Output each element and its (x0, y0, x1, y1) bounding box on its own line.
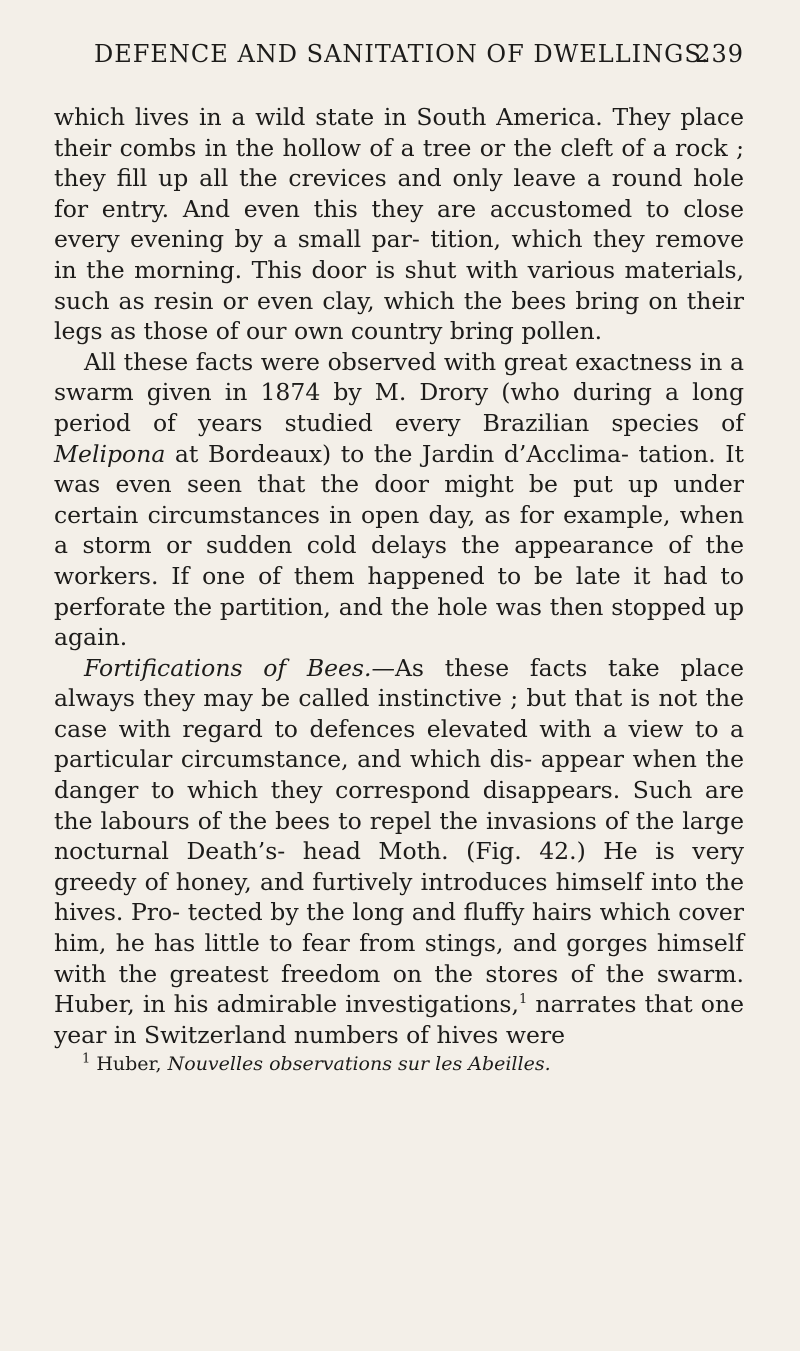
footnote-author: Huber, (96, 1053, 168, 1076)
footnote (54, 1052, 744, 1076)
running-head (54, 40, 744, 80)
book-page (54, 40, 744, 1076)
footnote-marker: 1 (82, 1052, 91, 1068)
footnote-reference: 1 (518, 992, 528, 1008)
footnote-work: Nouvelles observations sur les Abeilles. (167, 1053, 551, 1076)
paragraph-2 (54, 347, 744, 653)
paragraph-3 (54, 653, 744, 1051)
body-text (54, 102, 744, 1050)
paragraph-2-text-a: All these facts were observed with great exactness in a swarm given in 1874 by M. Drory (who during a long period of years studied every Brazilian species of (54, 347, 744, 437)
paragraph-2-text-b: at Bordeaux) to the Jardin d’Acclima- tation. It was even seen that the door might be put up under certain circumstances in open day, as for example, when a storm or sudden cold delays the appearance of the workers. If one of them happened to be late it had to perforate the partition, and the hole was then stopped up again. (54, 439, 744, 652)
page-number: 239 (695, 40, 744, 68)
section-heading: Fortifications of Bees. (84, 653, 372, 682)
paragraph-1-text: which lives in a wild state in South America. They place their combs in the hollow of a tree or the cleft of a rock ; they fill up all the crevices and only leave a round hole for entry. And even this they are accustomed to close every evening by a small par- tition, which they remove in the morning. This door is shut with various materials, such as resin or even clay, which the bees bring on their legs as those of our own country bring pollen. (54, 103, 744, 346)
genus-name: Melipona (54, 439, 166, 468)
running-title: DEFENCE AND SANITATION OF DWELLINGS. (94, 40, 710, 68)
paragraph-3-text-b: narrates that one year in Switzerland numbers of hives were (54, 990, 744, 1049)
paragraph-1 (54, 102, 744, 347)
paragraph-3-text-a: —As these facts take place always they may be called instinctive ; but that is not the case with regard to defences elevated with a view to a particular circumstance, and which dis- appear when the danger to which they correspond disappears. Such are the labours of the bees to repel the invasions of the large nocturnal Death’s- head Moth. (Fig. 42.) He is very greedy of honey, and furtively introduces himself into the hives. Pro- tected by the long and fluffy hairs which cover him, he has little to fear from stings, and gorges himself with the greatest freedom on the stores of the swarm. Huber, in his admirable investigations, (54, 653, 744, 1019)
